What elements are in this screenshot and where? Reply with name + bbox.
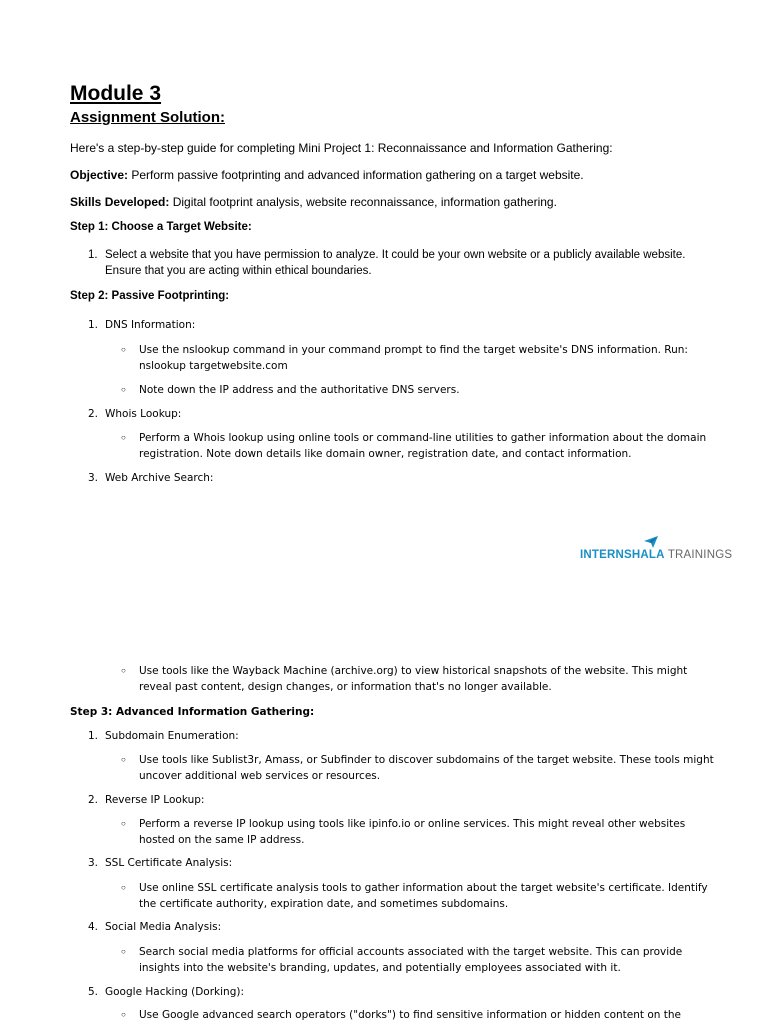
skills-label: Skills Developed:: [70, 195, 170, 209]
whois-lookup-label: Whois Lookup:: [105, 408, 182, 420]
step2-heading: Step 2: Passive Footprinting:: [70, 290, 230, 302]
web-archive-bullet-1: Use tools like the Wayback Machine (archive.org) to view historical snapshots of the website. This might reveal past content, design changes, or information that's no longer available.: [139, 665, 688, 693]
intro-text: Here's a step-by-step guide for completing Mini Project 1: Reconnaissance and Information Gathering:: [70, 141, 613, 155]
dns-bullet-2: Note down the IP address and the authoritative DNS servers.: [139, 384, 460, 396]
list-number: 5.: [88, 986, 99, 998]
logo-wordmark: [580, 549, 732, 561]
circle-bullet-icon: ○: [121, 947, 126, 956]
subdomain-enumeration-label: Subdomain Enumeration:: [105, 730, 239, 742]
list-number: 3.: [88, 472, 99, 484]
circle-bullet-icon: ○: [121, 666, 126, 675]
circle-bullet-icon: ○: [121, 1010, 126, 1019]
subdomain-bullet-1: Use tools like Sublist3r, Amass, or Subfinder to discover subdomains of the target website. These tools might uncover additional web services or resources.: [139, 754, 714, 782]
objective-text: Perform passive footprinting and advanced information gathering on a target website.: [128, 168, 584, 182]
assignment-subtitle: Assignment Solution:: [70, 109, 225, 126]
circle-bullet-icon: ○: [121, 433, 126, 442]
circle-bullet-icon: ○: [121, 883, 126, 892]
reverse-ip-label: Reverse IP Lookup:: [105, 794, 205, 806]
paper-plane-icon: [644, 536, 658, 548]
step3-heading: Step 3: Advanced Information Gathering:: [70, 706, 315, 718]
logo-brand: INTERNSHALA: [580, 549, 665, 561]
skills-text: Digital footprint analysis, website reconnaissance, information gathering.: [169, 195, 557, 209]
whois-bullet-1: Perform a Whois lookup using online tools or command-line utilities to gather information about the domain registration. Note down details like domain owner, registration date, and contact information.: [139, 432, 707, 460]
web-archive-label: Web Archive Search:: [105, 472, 214, 484]
circle-bullet-icon: ○: [121, 755, 126, 764]
circle-bullet-icon: ○: [121, 819, 126, 828]
reverse-ip-bullet-1: Perform a reverse IP lookup using tools like ipinfo.io or online services. This might reveal other websites hosted on the same IP address.: [139, 818, 686, 846]
circle-bullet-icon: ○: [121, 385, 126, 394]
dns-information-label: DNS Information:: [105, 319, 196, 331]
step1-item-text: Select a website that you have permission to analyze. It could be your own website or a publicly available website. Ensure that you are acting within ethical boundaries.: [105, 249, 686, 277]
objective-label: Objective:: [70, 168, 129, 182]
social-media-label: Social Media Analysis:: [105, 921, 222, 933]
google-hacking-label: Google Hacking (Dorking):: [105, 986, 244, 998]
internshala-logo: [580, 536, 733, 566]
page-title: Module 3: [70, 82, 162, 105]
list-number: 1.: [88, 730, 99, 742]
list-number: 3.: [88, 857, 99, 869]
step1-heading: Step 1: Choose a Target Website:: [70, 221, 252, 233]
list-number: 4.: [88, 921, 99, 933]
objective-paragraph: [70, 167, 584, 183]
ssl-bullet-1: Use online SSL certificate analysis tools to gather information about the target website's certificate. Identify the certificate authority, expiration date, and sometimes subdomains.: [139, 882, 708, 910]
skills-paragraph: [70, 194, 557, 210]
list-number: 2.: [88, 408, 99, 420]
logo-suffix: TRAININGS: [667, 549, 733, 561]
list-number: 2.: [88, 794, 99, 806]
google-hacking-bullet-1: Use Google advanced search operators ("dorks") to find sensitive information or hidden content on the: [139, 1009, 682, 1021]
dns-bullet-1: Use the nslookup command in your command prompt to find the target website's DNS information. Run: nslookup targetwebsite.com: [139, 344, 688, 372]
circle-bullet-icon: ○: [121, 345, 126, 354]
list-number: 1.: [88, 319, 99, 331]
ssl-certificate-label: SSL Certificate Analysis:: [105, 857, 233, 869]
list-number: 1.: [88, 249, 98, 261]
social-media-bullet-1: Search social media platforms for official accounts associated with the target website. This can provide insights into the website's branding, updates, and potentially employees associated with it.: [139, 946, 683, 974]
